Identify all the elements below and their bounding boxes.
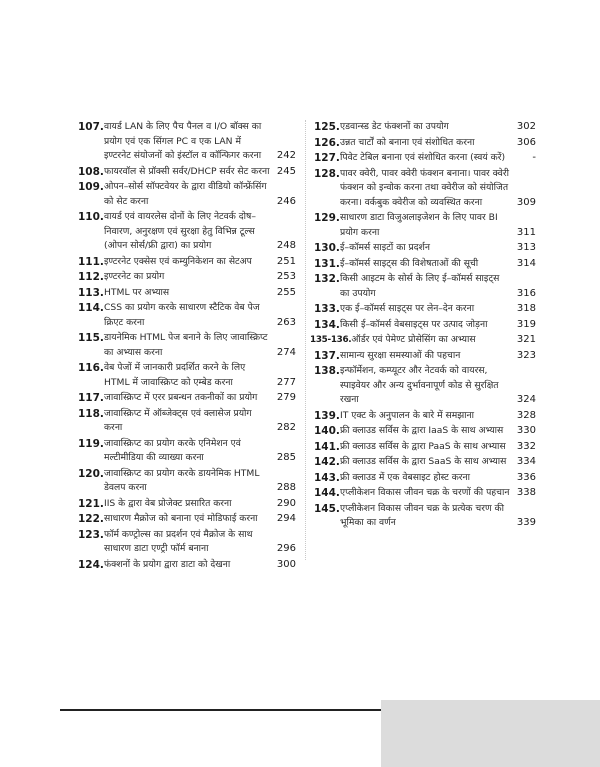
- toc-entry: [78, 331, 296, 360]
- entry-title: डायनेमिक HTML पेज बनाने के लिए जावास्क्रिप्ट का अभ्यास करना: [104, 332, 268, 358]
- entry-number: 118.: [78, 407, 104, 420]
- toc-entry: [314, 120, 536, 135]
- entry-page-number: 285: [276, 452, 296, 463]
- footer-rule: [60, 709, 390, 711]
- toc-entry: [314, 136, 536, 151]
- entry-title: किसी ई–कॉमर्स वेबसाइट्स पर उत्पाद जोड़ना: [340, 318, 488, 330]
- entry-number: 115.: [78, 332, 104, 344]
- entry-title: पावर क्वेरी, पावर क्वेरी फंक्शन बनाना। पावर क्वेरी फंक्शन को इन्वोक करना तथा क्वेरीज को संयोजित करना। वर्कबुक क्वेरीज को व्यवस्थित करना: [340, 167, 509, 208]
- toc-left-column: [78, 120, 296, 573]
- entry-page-number: 300: [276, 558, 296, 570]
- toc-entry: [78, 180, 296, 209]
- entry-number: 108.: [78, 165, 104, 178]
- entry-title: इण्टरनेट एक्सेस एवं कम्युनिकेशन का सेटअप: [104, 255, 252, 267]
- entry-number: 110.: [78, 211, 104, 223]
- toc-entry: [314, 272, 536, 301]
- entry-page-number: 313: [516, 242, 536, 253]
- entry-number: 140.: [314, 425, 340, 437]
- entry-number: 120.: [78, 467, 104, 480]
- toc-entry: [314, 455, 536, 470]
- entry-number: 109.: [78, 181, 104, 193]
- entry-page-number: 302: [516, 121, 536, 132]
- entry-number: 129.: [314, 212, 340, 224]
- entry-title: वेब पेजों में जानकारी प्रदर्शित करने के लिए HTML में जावास्क्रिप्ट को एम्बेड करना: [104, 362, 246, 388]
- entry-number: 116.: [78, 362, 104, 374]
- entry-title: फंक्शनों के प्रयोग द्वारा डाटा को देखना: [104, 558, 231, 570]
- entry-title: सामान्य सुरक्षा समस्याओं की पहचान: [340, 349, 461, 361]
- toc-entry: [78, 528, 296, 557]
- entry-page-number: 296: [276, 543, 296, 554]
- entry-number: 143.: [314, 471, 340, 484]
- entry-title: IT एक्ट के अनुपालन के बारे में समझाना: [340, 409, 475, 421]
- entry-number: 131.: [314, 257, 340, 270]
- entry-page-number: 277: [276, 376, 296, 388]
- entry-page-number: 306: [516, 136, 536, 148]
- entry-title: फ्री क्लाउड में एक वेबसाइट होस्ट करना: [340, 471, 471, 483]
- entry-number: 134.: [314, 318, 340, 331]
- toc-entry: [310, 333, 536, 348]
- entry-number: 127.: [314, 152, 340, 164]
- toc-entry: [314, 424, 536, 439]
- entry-title: फायरवॉल से प्रॉक्सी सर्वर/DHCP सर्वर सेट करना: [104, 165, 270, 177]
- toc-entry: [78, 301, 296, 330]
- entry-page-number: 311: [516, 226, 536, 238]
- entry-page-number: 321: [516, 334, 536, 345]
- toc-entry: [314, 364, 536, 408]
- toc-entry: [78, 512, 296, 527]
- toc-entry: [314, 502, 536, 531]
- entry-page-number: 318: [516, 303, 536, 314]
- entry-page-number: 332: [516, 440, 536, 452]
- entry-number: 117.: [78, 392, 104, 404]
- entry-title: एक ई–कॉमर्स साइट्स पर लेन–देन करना: [340, 303, 475, 314]
- entry-title: ऑर्डर एवं पेमेण्ट प्रोसेसिंग का अभ्यास: [351, 334, 476, 345]
- entry-page-number: 274: [276, 346, 296, 358]
- column-divider: [305, 120, 306, 560]
- entry-page-number: 290: [276, 497, 296, 509]
- entry-title: फ्री क्लाउड सर्विस के द्वारा IaaS के साथ अभ्यास: [340, 425, 504, 436]
- entry-number: 133.: [314, 303, 340, 315]
- toc-entry: [78, 270, 296, 285]
- footer-gray-box: [381, 700, 600, 767]
- entry-page-number: 282: [276, 422, 296, 433]
- entry-number: 125.: [314, 121, 340, 133]
- entry-page-number: 324: [516, 394, 536, 405]
- entry-page-number: 334: [516, 456, 536, 467]
- entry-title: ओपन–सोर्स सॉफ्टवेयर के द्वारा वीडियो कॉन्फ्रेंसिंग को सेट करना: [104, 181, 267, 207]
- entry-number: 141.: [314, 440, 340, 453]
- toc-entry: [314, 471, 536, 486]
- entry-page-number: 330: [516, 425, 536, 436]
- entry-page-number: 314: [516, 257, 536, 269]
- toc-entry: [78, 361, 296, 390]
- entry-page-number: 328: [516, 409, 536, 421]
- entry-page-number: 309: [516, 196, 536, 208]
- entry-title: उन्नत चार्टों को बनाना एवं संशोधित करना: [340, 136, 475, 148]
- toc-entry: [314, 257, 536, 272]
- entry-title: फॉर्म कण्ट्रोल्स का प्रदर्शन एवं मैक्रोज के साथ साधारण डाटा एण्ट्री फॉर्म बनाना: [104, 528, 253, 554]
- entry-number: 119.: [78, 437, 104, 450]
- entry-title: ई–कॉमर्स साइट्स की विशेषताओं की सूची: [340, 257, 479, 269]
- entry-number: 121.: [78, 497, 104, 510]
- toc-entry: [314, 151, 536, 166]
- entry-title: पिवेट टेबिल बनाना एवं संशोधित करना (स्वयं करें): [340, 152, 506, 163]
- entry-title: इन्फॉर्मेशन, कम्प्यूटर और नेटवर्क को वायरस, स्पाइवेयर और अन्य दुर्भावनापूर्ण कोड से सुरक्षित रखना: [340, 365, 499, 405]
- toc-entry: [78, 255, 296, 270]
- entry-page-number: 246: [276, 195, 296, 207]
- entry-title: फ्री क्लाउड सर्विस के द्वारा PaaS के साथ अभ्यास: [340, 440, 506, 452]
- entry-number: 111.: [78, 255, 104, 268]
- entry-number: 107.: [78, 121, 104, 133]
- toc-entry: [78, 120, 296, 164]
- toc-entry: [314, 440, 536, 455]
- entry-page-number: 316: [516, 287, 536, 299]
- entry-title: जावास्क्रिप्ट में एरर प्रबन्धन तकनीकों का प्रयोग: [104, 392, 258, 403]
- toc-entry: [78, 407, 296, 436]
- entry-number: 112.: [78, 271, 104, 283]
- entry-page-number: 263: [276, 316, 296, 328]
- entry-number: 128.: [314, 167, 340, 180]
- toc-entry: [78, 165, 296, 180]
- entry-number: 139.: [314, 409, 340, 422]
- entry-number: 132.: [314, 273, 340, 285]
- entry-number: 145.: [314, 502, 340, 515]
- entry-title: जावास्क्रिप्ट में ऑब्जेक्ट्स एवं क्लासेज प्रयोग करना: [104, 407, 252, 433]
- entry-page-number: 251: [276, 255, 296, 267]
- toc-entry: [78, 391, 296, 406]
- toc-entry: [314, 211, 536, 240]
- toc-entry: [314, 241, 536, 256]
- entry-page-number: -: [532, 152, 536, 163]
- entry-title: जावास्क्रिप्ट का प्रयोग करके एनिमेशन एवं मल्टीमीडिया की व्याख्या करना: [104, 437, 241, 463]
- entry-title: IIS के द्वारा वेब प्रोजेक्ट प्रसारित करना: [104, 497, 232, 509]
- entry-number: 124.: [78, 558, 104, 571]
- entry-page-number: 294: [276, 513, 296, 524]
- toc-entry: [314, 302, 536, 317]
- toc-entry: [78, 210, 296, 254]
- entry-page-number: 338: [516, 487, 536, 498]
- entry-title: CSS का प्रयोग करके साधारण स्टैटिक वेब पेज क्रिएट करना: [104, 302, 260, 328]
- toc-entry: [314, 486, 536, 501]
- entry-page-number: 336: [516, 471, 536, 483]
- entry-number: 114.: [78, 302, 104, 314]
- toc-entry: [78, 497, 296, 512]
- entry-title: वायर्ड एवं वायरलेस दोनों के लिए नेटवर्क दोष–निवारण, अनुरक्षण एवं सुरक्षा हेतु विभिन्न टूल्स (ओपन सोर्स/फ्री द्वारा) का प्रयोग: [104, 211, 256, 251]
- toc-entry: [314, 318, 536, 333]
- entry-page-number: 279: [276, 392, 296, 403]
- entry-page-number: 248: [276, 240, 296, 251]
- entry-number: 135-136.: [310, 335, 352, 345]
- toc-entry: [314, 167, 536, 211]
- entry-title: एडवान्स्ड डेट फंक्शनों का उपयोग: [340, 121, 449, 132]
- entry-title: एप्लीकेशन विकास जीवन चक्र के प्रत्येक चरण की भूमिका का वर्णन: [340, 502, 504, 528]
- toc-entry: [314, 409, 536, 424]
- entry-title: साधारण डाटा विजुअलाइजेशन के लिए पावर BI प्रयोग करना: [340, 212, 498, 238]
- toc-entry: [78, 558, 296, 573]
- entry-title: किसी आइटम के सोर्स के लिए ई–कॉमर्स साइट्स का उपयोग: [340, 273, 500, 299]
- entry-title: HTML पर अभ्यास: [104, 286, 170, 298]
- toc-entry: [78, 286, 296, 301]
- entry-number: 138.: [314, 365, 340, 377]
- toc-entry: [78, 467, 296, 496]
- entry-title: जावास्क्रिप्ट का प्रयोग करके डायनेमिक HTML डेवलप करना: [104, 467, 260, 493]
- entry-page-number: 323: [516, 349, 536, 361]
- entry-page-number: 339: [516, 517, 536, 528]
- entry-number: 113.: [78, 286, 104, 299]
- entry-page-number: 255: [276, 286, 296, 298]
- entry-number: 130.: [314, 242, 340, 254]
- entry-number: 123.: [78, 528, 104, 541]
- entry-page-number: 242: [276, 150, 296, 161]
- entry-page-number: 319: [516, 318, 536, 330]
- entry-page-number: 253: [276, 271, 296, 282]
- entry-number: 126.: [314, 136, 340, 149]
- entry-title: ई–कॉमर्स साइटों का प्रदर्शन: [340, 242, 431, 253]
- entry-title: इण्टरनेट का प्रयोग: [104, 271, 165, 282]
- toc-entry: [78, 437, 296, 466]
- entry-number: 122.: [78, 513, 104, 525]
- entry-title: एप्लीकेशन विकास जीवन चक्र के चरणों की पहचान: [340, 487, 510, 498]
- entry-number: 142.: [314, 456, 340, 468]
- entry-number: 137.: [314, 349, 340, 362]
- entry-title: फ्री क्लाउड सर्विस के द्वारा SaaS के साथ अभ्यास: [340, 456, 507, 467]
- entry-title: वायर्ड LAN के लिए पैच पैनल व I/O बॉक्स का प्रयोग एवं एक सिंगल PC व एक LAN में इण्टरनेट संयोजनों को इंस्टॉल व कॉन्फिगर करना: [104, 121, 262, 161]
- toc-entry: [314, 349, 536, 364]
- toc-right-column: [310, 120, 536, 532]
- entry-page-number: 288: [276, 482, 296, 493]
- entry-title: साधारण मैक्रोज को बनाना एवं मोडिफाई करना: [104, 513, 258, 524]
- entry-number: 144.: [314, 487, 340, 499]
- entry-page-number: 245: [276, 165, 296, 177]
